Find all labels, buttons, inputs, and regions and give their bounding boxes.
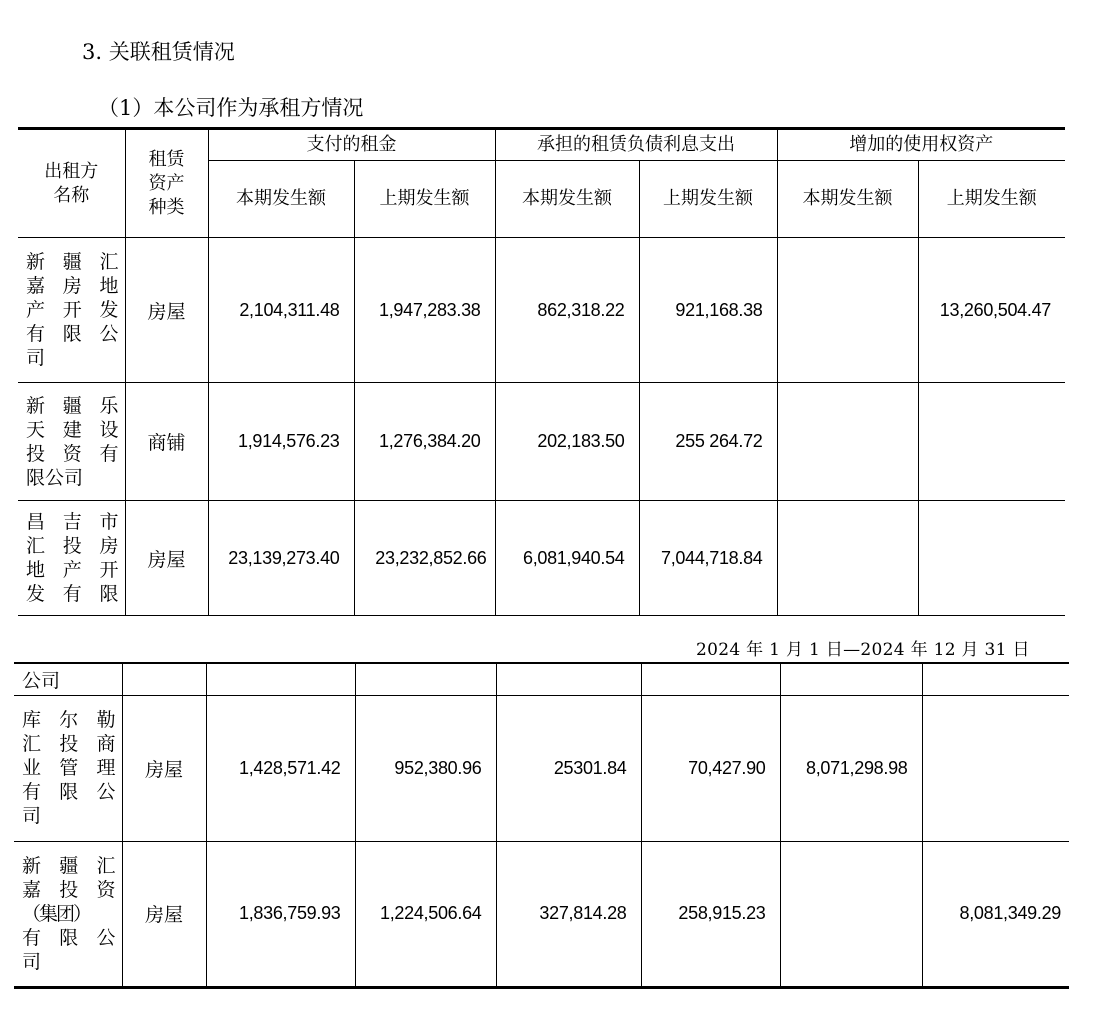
rent-prior-cell: 1,947,283.38 [354, 238, 495, 383]
lease-table-part-2 [14, 662, 1069, 989]
lessor-name-line: 汇 投 房 [26, 535, 119, 557]
lessor-name-line: 司 [22, 805, 42, 827]
lessor-name-cell [14, 695, 122, 841]
lessor-name-cell: 公司 [14, 663, 122, 695]
interest-current-cell [496, 663, 641, 695]
header-current: 本期发生额 [208, 161, 354, 238]
interest-prior-cell: 255 264.72 [639, 383, 777, 501]
interest-current-cell: 25301.84 [496, 695, 641, 841]
header-current: 本期发生额 [777, 161, 918, 238]
lessor-name-line: 嘉 投 资 [22, 878, 116, 901]
rou-current-cell [777, 383, 918, 501]
rent-current-cell [206, 663, 355, 695]
lessor-name-line: 库 尔 勒 [22, 709, 116, 731]
lease-table-part-1 [18, 127, 1065, 616]
interest-prior-cell [641, 663, 780, 695]
date-range: 2024 年 1 月 1 日—2024 年 12 月 31 日 [696, 640, 1030, 660]
rent-current-cell: 1,914,576.23 [208, 383, 354, 501]
section-title: 3. 关联租赁情况 [82, 40, 235, 64]
lessor-name-line: 新 疆 乐 [26, 394, 119, 417]
rent-current-cell: 1,836,759.93 [206, 841, 355, 987]
lessor-name-line: 天 建 设 [26, 418, 119, 441]
table-row [14, 663, 1069, 695]
header-current: 本期发生额 [495, 161, 639, 238]
interest-prior-cell: 921,168.38 [639, 238, 777, 383]
lessor-name-line: 有 限 公 [26, 323, 119, 345]
lessor-name-cell [18, 238, 125, 383]
interest-current-cell: 327,814.28 [496, 841, 641, 987]
rou-current-cell: 8,071,298.98 [780, 695, 922, 841]
asset-type-cell: 房屋 [125, 238, 208, 383]
lessor-name-line: 有 限 公 [22, 781, 116, 803]
table-row [18, 238, 1065, 383]
lessor-name-line: 地 产 开 [26, 559, 119, 581]
rou-prior-cell [922, 663, 1069, 695]
rou-current-cell [780, 663, 922, 695]
rou-prior-cell [918, 383, 1065, 501]
lessor-name-line: 司 [26, 347, 46, 369]
rou-prior-cell [922, 695, 1069, 841]
interest-current-cell: 6,081,940.54 [495, 501, 639, 616]
interest-current-cell: 202,183.50 [495, 383, 639, 501]
lessor-name-line: 发 有 限 [26, 583, 119, 605]
table-row [18, 501, 1065, 616]
rent-prior-cell: 952,380.96 [355, 695, 496, 841]
interest-current-cell: 862,318.22 [495, 238, 639, 383]
rou-current-cell [777, 501, 918, 616]
header-prior: 上期发生额 [918, 161, 1065, 238]
header-lessor-name: 出租方名称 [18, 129, 125, 238]
lessor-name-line: 限公司 [26, 466, 84, 489]
interest-prior-cell: 258,915.23 [641, 841, 780, 987]
lessor-name-cell [18, 383, 125, 501]
rent-prior-cell: 1,276,384.20 [354, 383, 495, 501]
header-prior: 上期发生额 [354, 161, 495, 238]
lessor-name-line: 新 疆 汇 [22, 854, 116, 877]
lessor-name-line: 业 管 理 [22, 757, 116, 779]
rou-prior-cell: 13,260,504.47 [918, 238, 1065, 383]
rou-prior-cell: 8,081,349.29 [922, 841, 1069, 987]
asset-type-cell: 房屋 [125, 501, 208, 616]
lessor-name-line: 汇 投 商 [22, 733, 116, 755]
rent-current-cell: 2,104,311.48 [208, 238, 354, 383]
lessor-name-line: （集团） [22, 902, 91, 925]
table-row [18, 383, 1065, 501]
rent-prior-cell [355, 663, 496, 695]
asset-type-cell: 商铺 [125, 383, 208, 501]
header-group-rou: 增加的使用权资产 [777, 129, 1065, 161]
lessor-name-line: 司 [22, 950, 42, 973]
header-asset-type: 租赁资产种类 [125, 129, 208, 238]
lessor-name-line: 投 资 有 [26, 442, 119, 465]
lessor-name-cell [18, 501, 125, 616]
lessor-name-line: 产 开 发 [26, 299, 119, 321]
lessor-name-line: 嘉 房 地 [26, 275, 119, 297]
rent-current-cell: 23,139,273.40 [208, 501, 354, 616]
lessor-name-line: 新 疆 汇 [26, 251, 119, 273]
header-group-interest: 承担的租赁负债利息支出 [495, 129, 777, 161]
asset-type-cell: 房屋 [122, 841, 206, 987]
rent-prior-cell: 1,224,506.64 [355, 841, 496, 987]
subsection-title: （1）本公司作为承租方情况 [98, 96, 364, 120]
header-group-rent: 支付的租金 [208, 129, 495, 161]
rou-prior-cell [918, 501, 1065, 616]
interest-prior-cell: 70,427.90 [641, 695, 780, 841]
lessor-name-line: 昌 吉 市 [26, 511, 119, 533]
lessor-name-line: 有 限 公 [22, 926, 116, 949]
rent-prior-cell: 23,232,852.66 [354, 501, 495, 616]
rou-current-cell [780, 841, 922, 987]
table-row [14, 841, 1069, 987]
rou-current-cell [777, 238, 918, 383]
table-row [14, 695, 1069, 841]
rent-current-cell: 1,428,571.42 [206, 695, 355, 841]
header-prior: 上期发生额 [639, 161, 777, 238]
asset-type-cell: 房屋 [122, 695, 206, 841]
asset-type-cell [122, 663, 206, 695]
lessor-name-cell [14, 841, 122, 987]
interest-prior-cell: 7,044,718.84 [639, 501, 777, 616]
